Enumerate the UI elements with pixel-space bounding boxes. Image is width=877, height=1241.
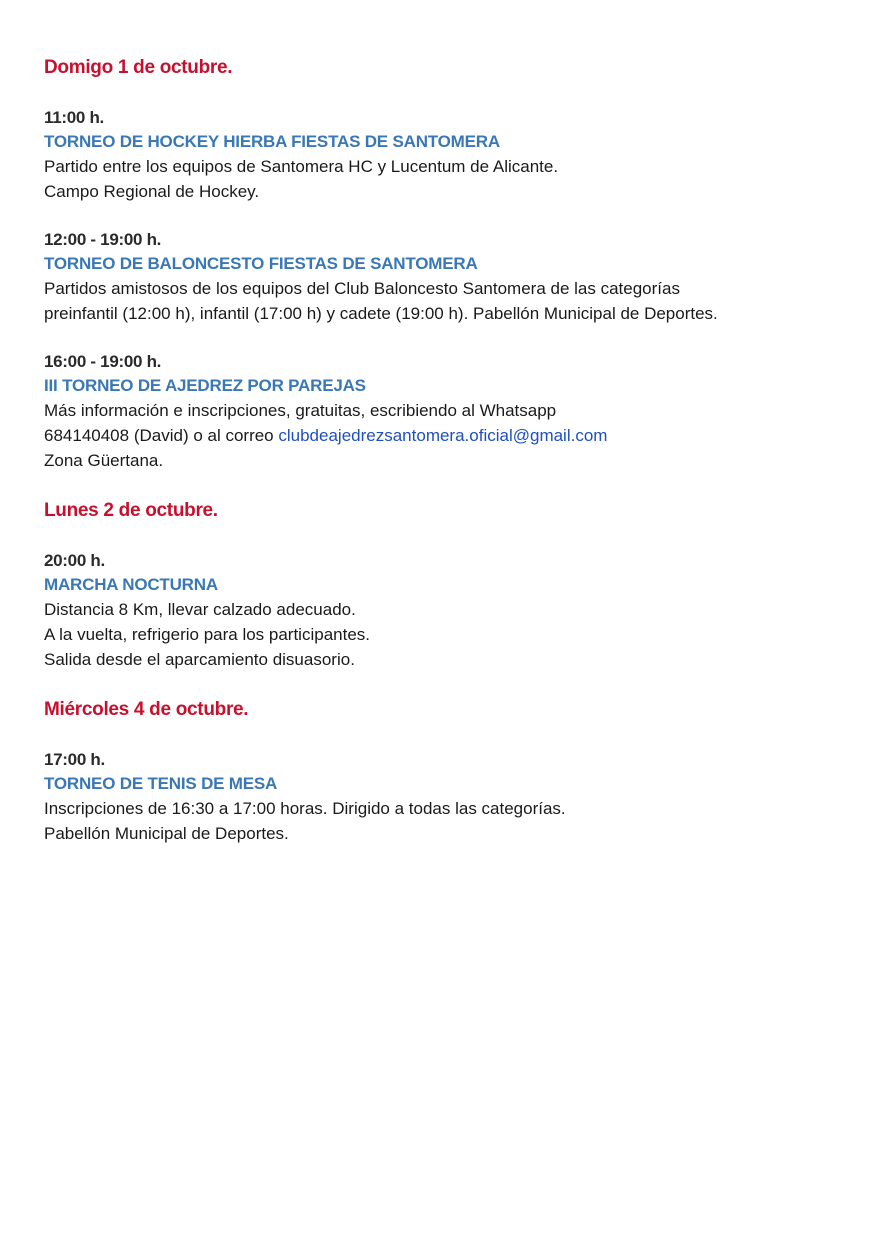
event-time: 16:00 - 19:00 h.	[44, 352, 162, 371]
event-location: Campo Regional de Hockey.	[44, 182, 260, 201]
event-title: TORNEO DE BALONCESTO FIESTAS DE SANTOMERA	[44, 254, 478, 273]
event-title: TORNEO DE TENIS DE MESA	[44, 774, 278, 793]
event-time: 11:00 h.	[44, 108, 104, 127]
event-time: 17:00 h.	[44, 750, 105, 769]
event-tenis-mesa	[44, 748, 844, 846]
event-description: preinfantil (12:00 h), infantil (17:00 h) y cadete (19:00 h). Pabellón Municipal de Deportes.	[44, 304, 718, 323]
event-marcha	[44, 549, 844, 672]
event-description: Más información e inscripciones, gratuitas, escribiendo al Whatsapp	[44, 401, 557, 420]
event-description: Inscripciones de 16:30 a 17:00 horas. Dirigido a todas las categorías.	[44, 799, 566, 818]
event-title: MARCHA NOCTURNA	[44, 575, 218, 594]
event-contact-line	[44, 423, 844, 448]
event-location: Zona Güertana.	[44, 451, 164, 470]
event-location: Pabellón Municipal de Deportes.	[44, 824, 289, 843]
event-description: Distancia 8 Km, llevar calzado adecuado.	[44, 600, 356, 619]
day-heading: Lunes 2 de octubre.	[44, 500, 218, 521]
event-baloncesto	[44, 228, 844, 326]
email-link[interactable]: clubdeajedrezsantomera.oficial@gmail.com	[278, 426, 608, 445]
event-title: III TORNEO DE AJEDREZ POR PAREJAS	[44, 376, 366, 395]
event-location: Salida desde el aparcamiento disuasorio.	[44, 650, 355, 669]
event-ajedrez	[44, 350, 844, 473]
contact-prefix: 684140408 (David) o al correo	[44, 426, 279, 445]
event-title: TORNEO DE HOCKEY HIERBA FIESTAS DE SANTOMERA	[44, 132, 500, 151]
event-time: 12:00 - 19:00 h.	[44, 230, 162, 249]
program-page	[44, 56, 844, 870]
event-time: 20:00 h.	[44, 551, 105, 570]
day-heading: Domigo 1 de octubre.	[44, 57, 233, 78]
event-description: Partido entre los equipos de Santomera HC y Lucentum de Alicante.	[44, 157, 559, 176]
day-heading: Miércoles 4 de octubre.	[44, 699, 249, 720]
event-description: Partidos amistosos de los equipos del Club Baloncesto Santomera de las categorías	[44, 279, 680, 298]
event-description: A la vuelta, refrigerio para los participantes.	[44, 625, 371, 644]
event-hockey	[44, 106, 844, 204]
